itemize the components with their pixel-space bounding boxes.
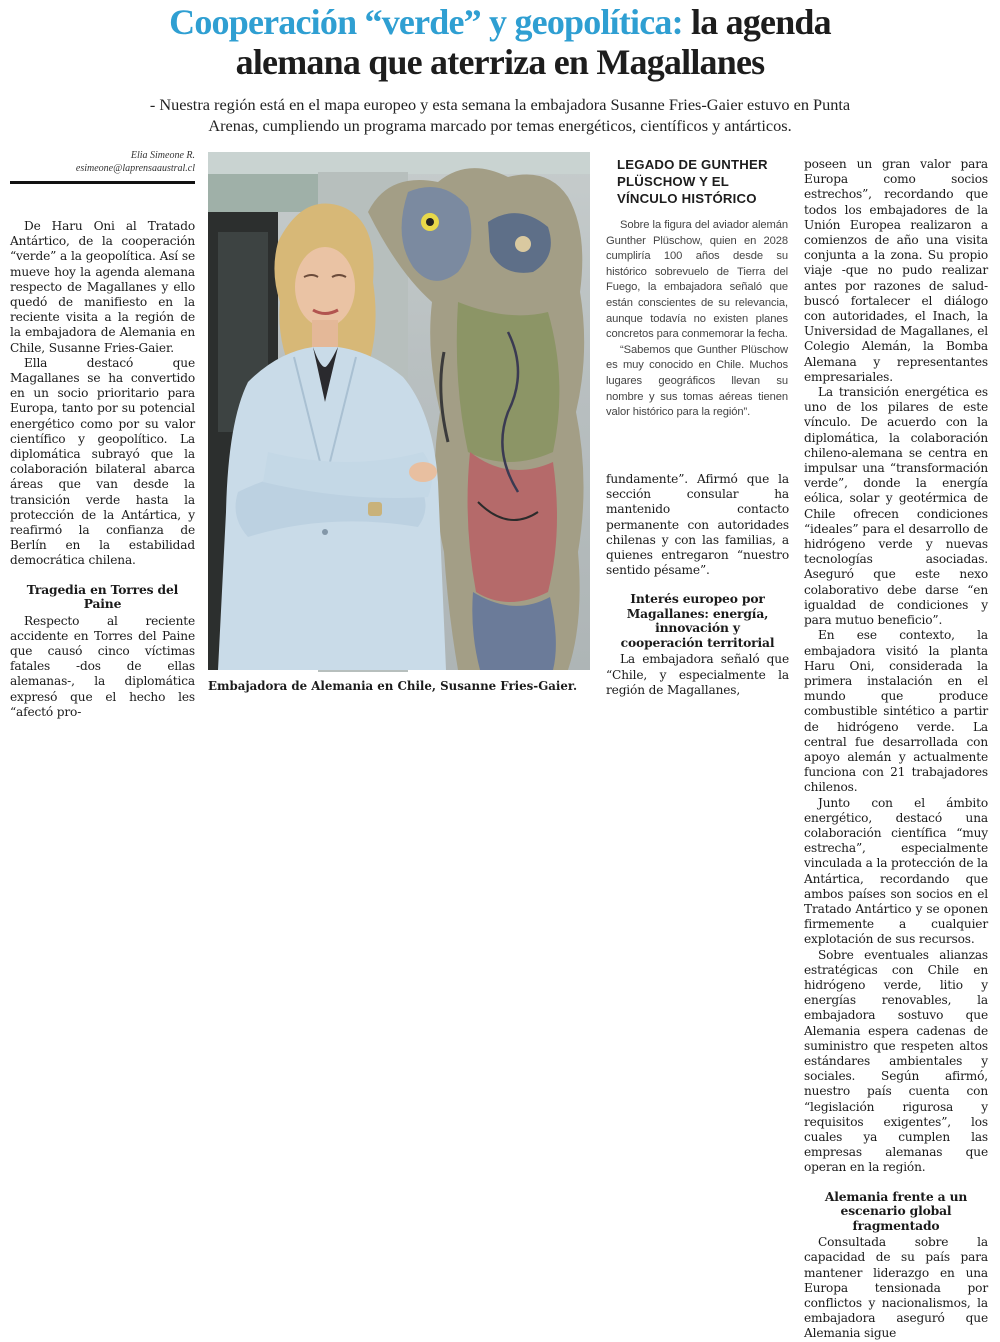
box-heading-pluschow: LEGADO DE GUNTHER PLÜSCHOW Y EL VÍNCULO HISTÓRICO	[617, 157, 768, 206]
headline	[0, 2, 1000, 82]
paragraph: Consultada sobre la capacidad de su país para mantener liderazgo en una Europa tensionada por conflictos y nacionalismos, la embajadora aseguró que Alemania sigue	[804, 1235, 988, 1341]
section-heading-interes-europeo: Interés europeo por Magallanes: energía, innovación y cooperación territorial	[620, 591, 775, 650]
paragraph: Respecto al reciente accidente en Torres del Paine que causó cinco víctimas fatales -dos de ellas alemanas-, la diplomática expresó que el hecho les “afectó pro-	[10, 613, 195, 719]
byline-email: esimeone@laprensaaustral.cl	[75, 162, 195, 174]
byline	[10, 150, 195, 175]
headline-rest: la agenda	[691, 2, 831, 42]
paragraph: En ese contexto, la embajadora visitó la planta Haru Oni, considerada la primera instalación en el mundo que produce combustible sintético a partir de hidrógeno verde. La central fue desarrollada con apoyo alemán y actualmente funciona con 21 trabajadores chilenos.	[804, 628, 988, 795]
section-heading-tragedia: Tragedia en Torres del Paine	[26, 581, 179, 612]
box-text	[606, 218, 788, 421]
article-column-4	[804, 157, 988, 1342]
paragraph: poseen un gran valor para Europa como socios estrechos”, recordando que todos los embajadores de la Unión Europea realizaron a comienzos de año una visita conjunta a la zona. Su propio viaje -que no pudo realizar antes por razones de salud- buscó fortalecer el diálogo con autoridades, el Inach, la Universidad de Magallanes, el Colegio Alemán, la Bomba Alemana y representantes empresariales.	[804, 157, 988, 384]
paragraph: Ella destacó que Magallanes se ha convertido en un socio prioritario para Europa, tanto por su potencial energético como por su valor científico y geopolítico. La diplomática subrayó que la colaboración bilateral abarca áreas que van desde la transición verde hasta la protección de la Antártica, y reafirmó la confianza de Berlín en la estabilidad democrática chilena.	[10, 355, 195, 568]
byline-author: Elia Simeone R.	[130, 150, 195, 161]
subheadline: - Nuestra región está en el mapa europeo y esta semana la embajadora Susanne Fries-Gaier estuvo en Punta Arenas, cumpliendo un programa marcado por temas energéticos, científicos y antárticos.	[149, 95, 851, 135]
photo-caption: Embajadora de Alemania en Chile, Susanne Fries-Gaier.	[208, 679, 578, 693]
headline-line-2: alemana que aterriza en Magallanes	[235, 42, 765, 82]
paragraph: De Haru Oni al Tratado Antártico, de la cooperación “verde” a la geopolítica. Así se mueve hoy la agenda alemana respecto de Magallanes y ello quedó de manifiesto en la reciente visita a la región de la embajadora de Alemania en Chile, Susanne Fries-Gaier.	[10, 219, 195, 355]
headline-highlight: Cooperación “verde” y geopolítica:	[169, 2, 683, 42]
section-heading-escenario-global: Alemania frente a un escenario global fragmentado	[824, 1188, 968, 1233]
paragraph: “Sabemos que Gunther Plüschow es muy conocido en Chile. Muchos lugares geográficos llevan su nombre y sus tomas aéreas tienen valor histórico para la región”.	[606, 343, 788, 419]
photo-illustration	[208, 152, 590, 670]
ambassador-photo	[208, 152, 590, 670]
paragraph: fundamente”. Afirmó que la sección consular ha mantenido contacto permanente con autoridades chilenas y con las familias, a quienes entregaron “nuestro sentido pésame”.	[606, 472, 789, 578]
paragraph: Sobre la figura del aviador alemán Gunther Plüschow, quien en 2028 cumpliría 100 años desde su histórico sobrevuelo de Tierra del Fuego, la embajadora señaló que están conscientes de su relevancia, aunque todavía no existen planes concretos para conmemorar la fecha.	[606, 219, 788, 341]
headline-line-1	[0, 2, 1000, 42]
byline-rule	[10, 181, 195, 184]
paragraph: Junto con el ámbito energético, destacó una colaboración científica “muy estrecha”, especialmente vinculada a la protección de la Antártica, recordando que ambos países son socios en el Tratado Antártico y se oponen firmemente a cualquier explotación de sus recursos.	[804, 795, 988, 947]
paragraph: La embajadora señaló que “Chile, y especialmente la región de Magallanes,	[606, 652, 789, 697]
paragraph: La transición energética es uno de los pilares de este vínculo. De acuerdo con la diplomática, la colaboración chileno-alemana se centra en impulsar una “transformación verde”, donde la energía eólica, solar y geotérmica de Chile ofrecen condiciones “ideales” para el desarrollo de hidrógeno verde y nuevas tecnologías asociadas. Aseguró que este nexo colaborativo debe darse “en igualdad de condiciones y para mutuo beneficio”.	[804, 385, 988, 628]
paragraph: Sobre eventuales alianzas estratégicas con Chile en hidrógeno verde, litio y energías renovables, la embajadora sostuvo que Alemania espera cadenas de suministro que respeten altos estándares ambientales y sociales. Según afirmó, nuestro país cuenta con “legislación rigurosa y requisitos exigentes”, los cuales ya cumplen las empresas alemanas que operan en la región.	[804, 947, 988, 1175]
article-column-1	[10, 219, 195, 720]
article-column-3	[606, 472, 789, 698]
